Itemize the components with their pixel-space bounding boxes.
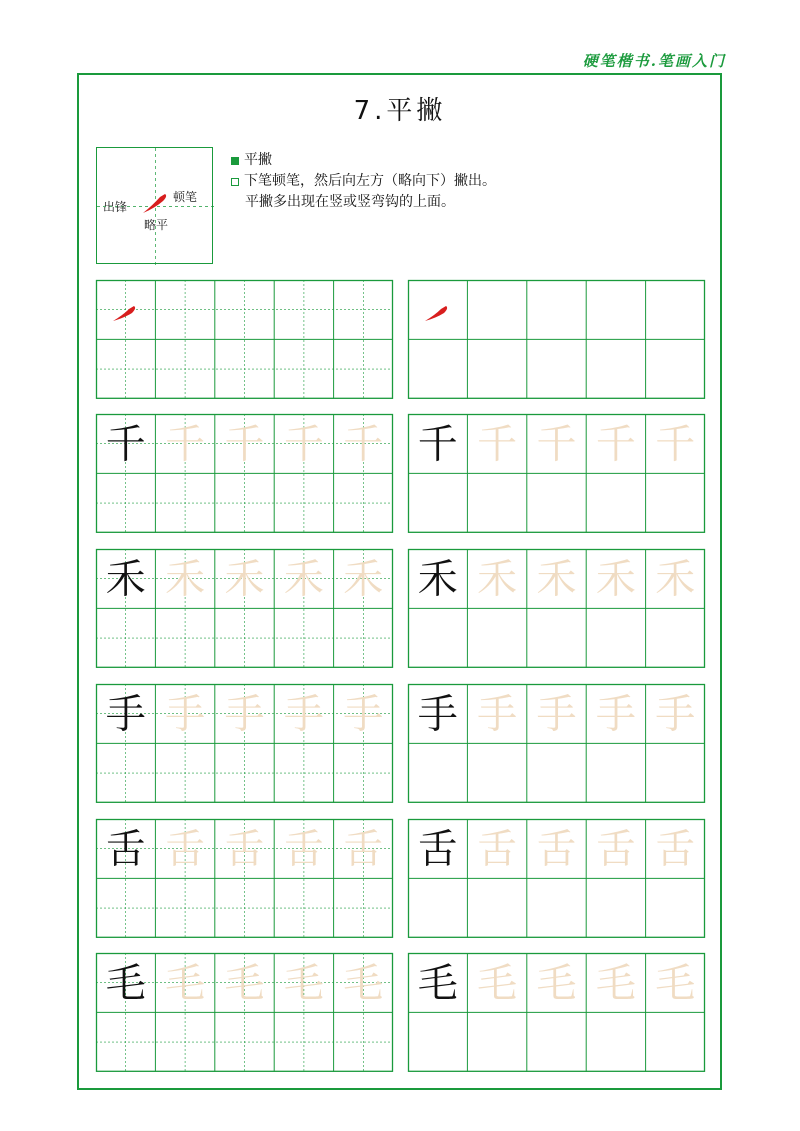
hollow-square-bullet-icon [231, 178, 239, 186]
trace-character: 舌 [165, 826, 206, 873]
practice-grid-block [408, 280, 705, 399]
trace-character: 千 [224, 421, 265, 468]
practice-grid-block [408, 549, 705, 668]
demo-label-exit: 出锋 [103, 200, 128, 214]
trace-character: 舌 [595, 826, 636, 873]
trace-character: 舌 [655, 826, 696, 873]
practice-grid [96, 280, 393, 399]
practice-grid [408, 684, 705, 803]
trace-character: 毛 [595, 960, 636, 1007]
flat-left-falling-stroke-icon [143, 194, 166, 213]
trace-character: 禾 [655, 556, 696, 603]
trace-character: 手 [283, 691, 324, 738]
trace-character: 舌 [536, 826, 577, 873]
trace-character: 千 [165, 421, 206, 468]
stroke-description [231, 150, 496, 213]
model-character: 舌 [417, 826, 458, 873]
practice-grid-block [408, 953, 705, 1072]
trace-character: 手 [595, 691, 636, 738]
model-character: 禾 [105, 556, 146, 603]
practice-grid-block [96, 684, 393, 803]
trace-character: 手 [536, 691, 577, 738]
trace-character: 禾 [477, 556, 518, 603]
practice-grid-block [96, 414, 393, 533]
trace-character: 禾 [165, 556, 206, 603]
practice-grid-block [96, 953, 393, 1072]
trace-character: 舌 [343, 826, 384, 873]
model-character: 舌 [105, 826, 146, 873]
trace-character: 舌 [283, 826, 324, 873]
practice-grid [408, 953, 705, 1072]
practice-grid [96, 684, 393, 803]
trace-character: 毛 [536, 960, 577, 1007]
practice-grid [96, 953, 393, 1072]
practice-grid-block [96, 549, 393, 668]
model-character: 手 [417, 691, 458, 738]
practice-grid-block [408, 684, 705, 803]
practice-grid [408, 414, 705, 533]
trace-character: 手 [165, 691, 206, 738]
model-character: 毛 [105, 960, 146, 1007]
trace-character: 手 [224, 691, 265, 738]
trace-character: 舌 [224, 826, 265, 873]
trace-character: 手 [655, 691, 696, 738]
practice-grid [408, 549, 705, 668]
description-line-2: 平撇多出现在竖或竖弯钩的上面。 [245, 194, 455, 210]
page-title: 7.平撇 [353, 96, 447, 126]
book-series-header: 硬笔楷书.笔画入门 [582, 52, 726, 70]
model-character: 千 [417, 421, 458, 468]
model-character: 禾 [417, 556, 458, 603]
trace-character: 千 [655, 421, 696, 468]
practice-grid [96, 414, 393, 533]
practice-grid [408, 280, 705, 399]
model-character: 毛 [417, 960, 458, 1007]
flat-left-falling-stroke-icon [113, 306, 135, 321]
trace-character: 舌 [477, 826, 518, 873]
model-character: 千 [105, 421, 146, 468]
description-line-1: 下笔顿笔，然后向左方（略向下）撇出。 [244, 173, 496, 189]
trace-character: 毛 [343, 960, 384, 1007]
trace-character: 千 [595, 421, 636, 468]
practice-grid-block [408, 819, 705, 938]
trace-character: 毛 [224, 960, 265, 1007]
trace-character: 禾 [536, 556, 577, 603]
trace-character: 毛 [655, 960, 696, 1007]
practice-grid-block [96, 280, 393, 399]
demo-label-press: 顿笔 [173, 190, 198, 204]
trace-character: 手 [477, 691, 518, 738]
trace-character: 禾 [224, 556, 265, 603]
practice-grid [96, 549, 393, 668]
trace-character: 毛 [477, 960, 518, 1007]
trace-character: 手 [343, 691, 384, 738]
practice-grid [408, 819, 705, 938]
trace-character: 禾 [283, 556, 324, 603]
trace-character: 千 [536, 421, 577, 468]
model-character: 手 [105, 691, 146, 738]
trace-character: 毛 [165, 960, 206, 1007]
trace-character: 禾 [343, 556, 384, 603]
demo-label-flat: 略平 [144, 218, 169, 232]
flat-left-falling-stroke-icon [425, 306, 447, 321]
practice-grid-block [408, 414, 705, 533]
trace-character: 千 [477, 421, 518, 468]
trace-character: 毛 [283, 960, 324, 1007]
trace-character: 千 [283, 421, 324, 468]
filled-square-bullet-icon [231, 157, 239, 165]
trace-character: 禾 [595, 556, 636, 603]
stroke-demo-box [96, 147, 213, 264]
practice-grid-block [96, 819, 393, 938]
description-heading: 平撇 [244, 152, 272, 168]
trace-character: 千 [343, 421, 384, 468]
practice-grid [96, 819, 393, 938]
